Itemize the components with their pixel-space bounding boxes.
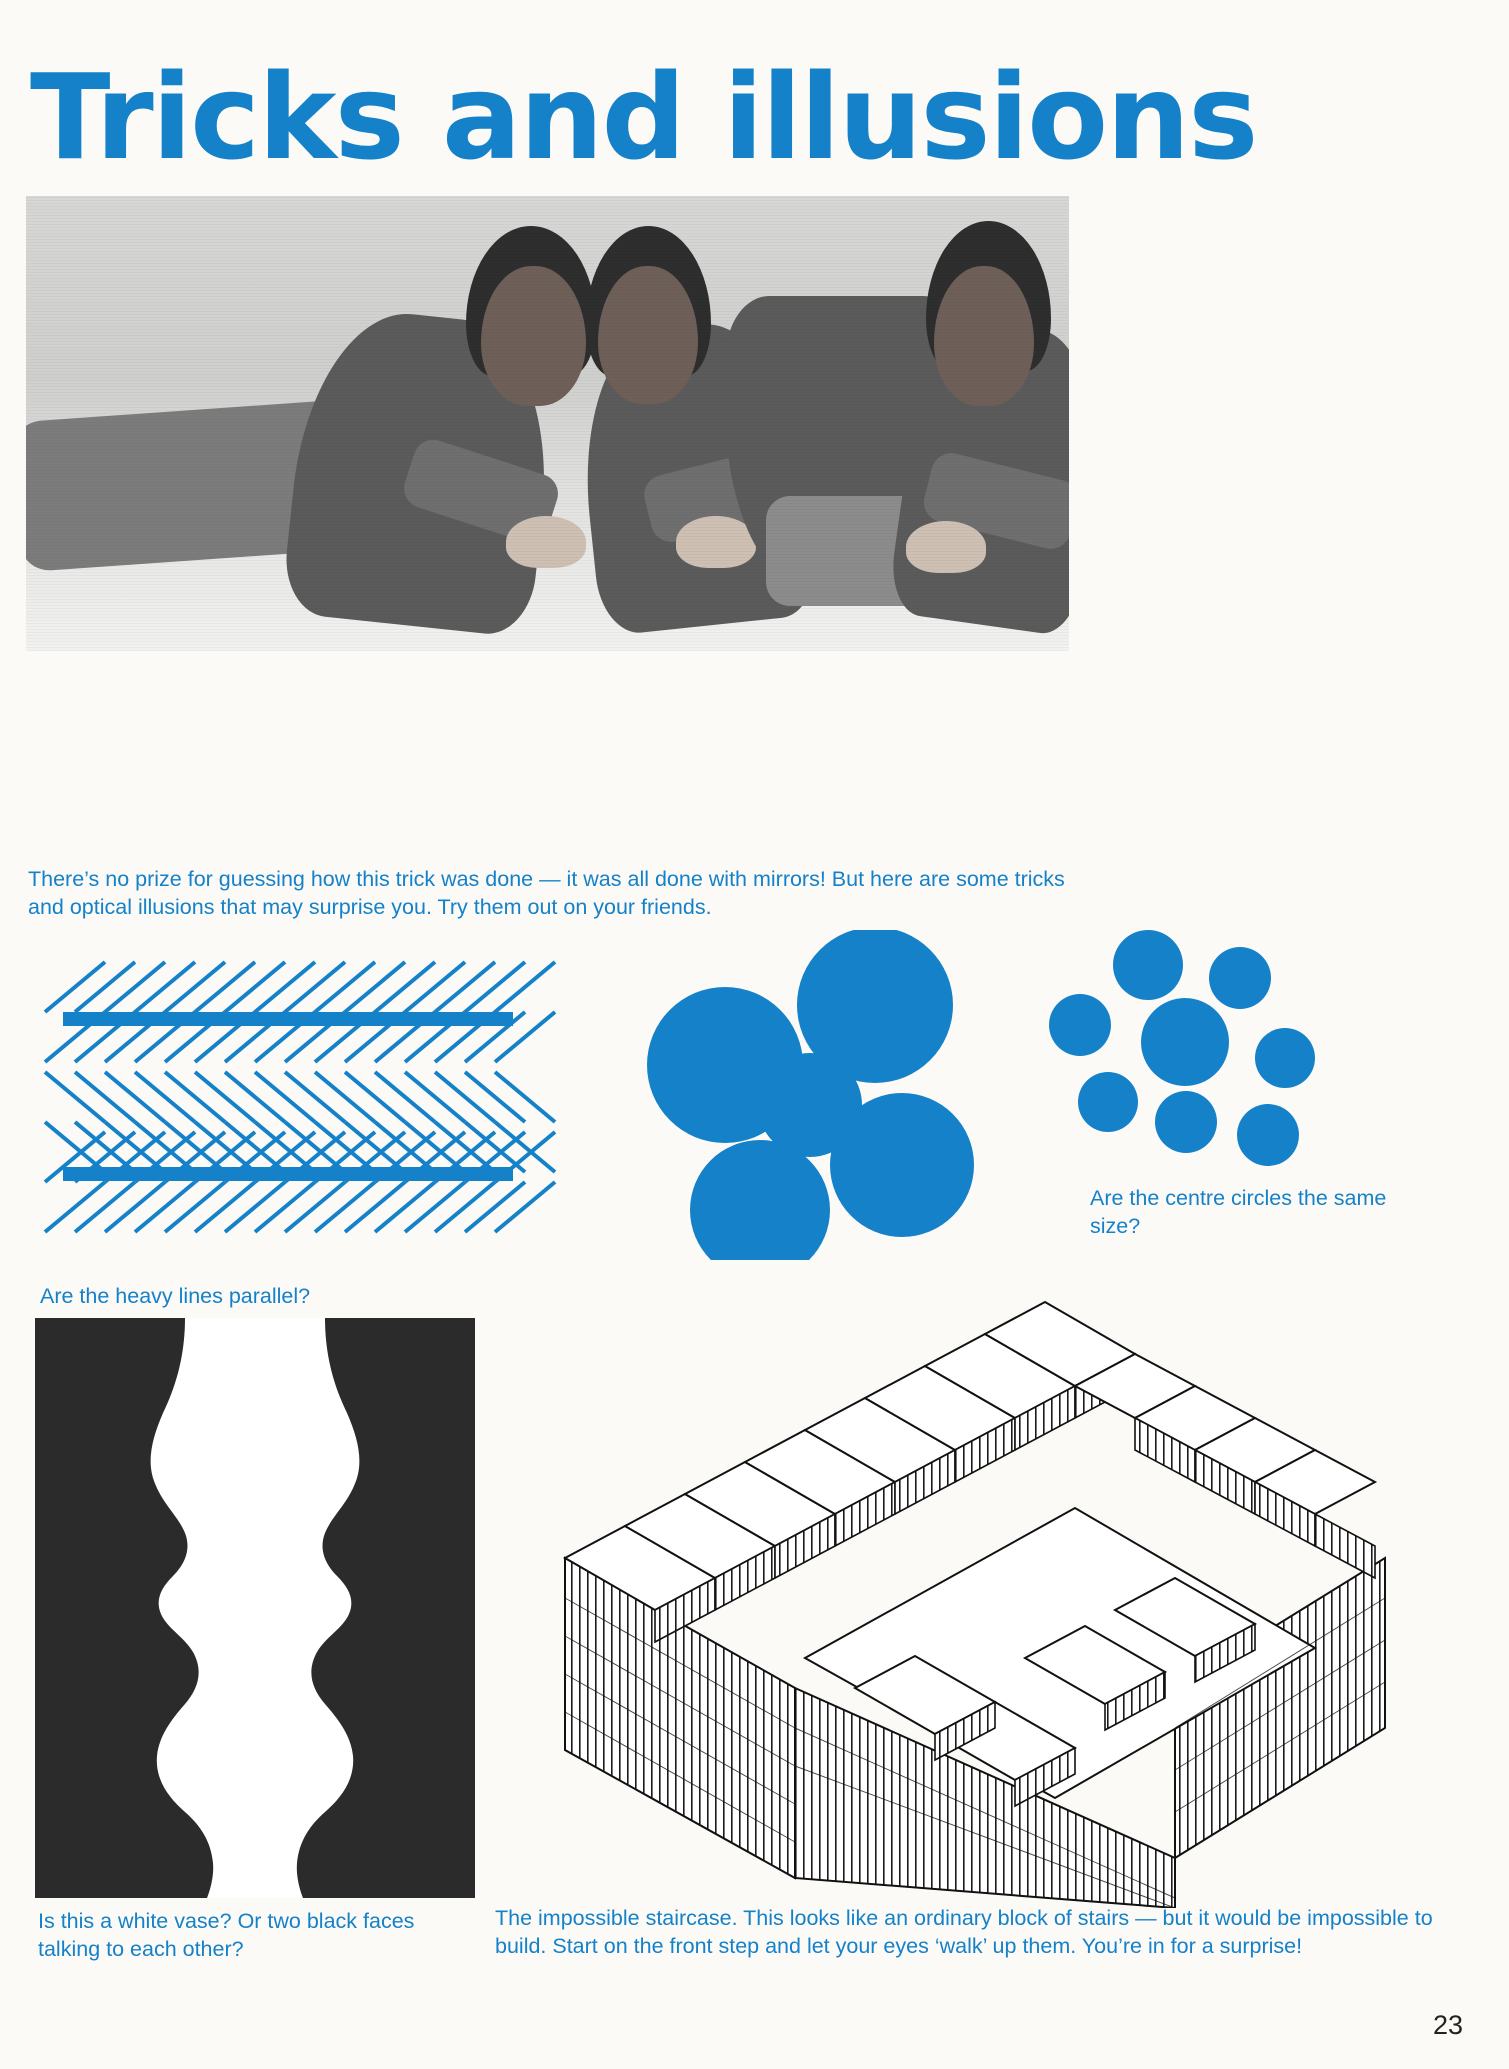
intro-paragraph: There’s no prize for guessing how this trick was done — it was all done with mirrors! But here are some tricks and optical illusions that may surprise you. Try them out on your friends. [28, 867, 1065, 919]
mirror-trick-photograph [26, 196, 1069, 651]
zollner-heavy-line-1 [63, 1012, 513, 1026]
figure-head-left [481, 266, 586, 406]
figure-head-two [598, 266, 698, 404]
caption-impossible-staircase: The impossible staircase. This looks like an ordinary block of stairs — but it would be impossible to build. Start on the front step and let your eyes ‘walk’ up them. You’re in for a surprise! [495, 1906, 1433, 1958]
page-number: 23 [1432, 2010, 1463, 2040]
impossible-staircase-figure [555, 1258, 1395, 1908]
caption-rubin-vase: Is this a white vase? Or two black faces talking to each other? [38, 1909, 415, 1961]
rubin-vase-figure [35, 1318, 475, 1898]
ebbinghaus-centre-circle-left [758, 1053, 862, 1157]
zollner-heavy-line-2 [63, 1167, 513, 1181]
figure-head-right [934, 266, 1034, 406]
figure-hand-two [676, 516, 756, 568]
figure-hand-right [906, 521, 986, 573]
caption-ebbinghaus: Are the centre circles the same size? [1090, 1186, 1387, 1238]
caption-zollner: Are the heavy lines parallel? [40, 1284, 311, 1308]
zollner-illusion-figure [35, 952, 660, 1262]
figure-hand-left [506, 516, 586, 568]
ebbinghaus-centre-circle-right [1141, 998, 1229, 1086]
page-title: Tricks and illusions [30, 48, 1257, 186]
